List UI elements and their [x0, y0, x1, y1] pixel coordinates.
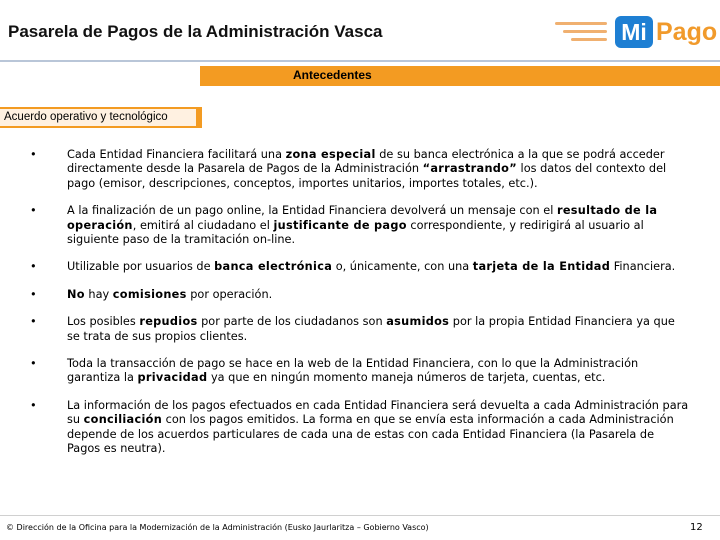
logo-speed-line: [563, 30, 607, 33]
bullet-text: por parte de los ciudadanos son: [197, 315, 387, 329]
bullet-text: Los posibles: [67, 315, 140, 329]
footer-copyright: © Dirección de la Oficina para la Modernización de la Administración (Eusko Jaurlaritza – Gobierno Vasco): [6, 523, 429, 532]
bullet-text: La información de los pagos efectuados en cada Entidad Financiera será devuelta a cada Administración para su: [67, 398, 689, 427]
page-title: Pasarela de Pagos de la Administración Vasca: [8, 22, 383, 41]
bullet-emphasis: resultado de la operación: [67, 204, 658, 232]
bullet-text: por la propia Entidad Financiera ya que se trata de sus propios clientes.: [67, 315, 675, 343]
bullet-text: los datos del contexto del pago (emisor, descripciones, conceptos, importes unitarios, importes totales, etc.).: [67, 162, 667, 190]
slide-header: [0, 0, 720, 62]
bullet-dot: •: [30, 315, 37, 329]
bullet-text: correspondiente, y redirigirá al usuario al siguiente paso de la tramitación on-line.: [67, 218, 644, 247]
bullet-text: A la finalización de un pago online, la Entidad Financiera devolverá un mensaje con el: [67, 204, 557, 218]
bullet-item: [30, 148, 690, 191]
bullet-item: [30, 315, 690, 344]
logo-speed-line: [555, 22, 607, 25]
bullet-text: Toda la transacción de pago se hace en la web de la Entidad Financiera, con lo que la Administración garantiza la: [67, 357, 639, 385]
bullet-item: [30, 204, 690, 247]
bullet-dot: •: [30, 204, 37, 218]
bullet-emphasis: justificante de pago: [273, 218, 407, 232]
bullet-item: [30, 288, 690, 302]
logo-mi: Mi: [615, 16, 653, 48]
footer-divider: [0, 515, 720, 516]
bullet-text: o, únicamente, con una: [332, 260, 473, 274]
bullet-item: [30, 260, 690, 274]
bullet-text: Cada Entidad Financiera facilitará una: [67, 148, 286, 161]
bullet-emphasis: banca electrónica: [214, 260, 333, 274]
bullet-text: de su banca electrónica a la que se podrá acceder directamente desde la Pasarela de Pagos de la Administración: [67, 148, 665, 176]
section-title: Antecedentes: [293, 68, 372, 82]
section-title-bar: [200, 66, 720, 86]
bullet-emphasis: asumidos: [386, 315, 450, 329]
bullet-dot: •: [30, 398, 37, 412]
bullet-item: [30, 399, 690, 457]
bullet-text: Utilizable por usuarios de: [67, 260, 215, 274]
subsection-title-bar: [0, 107, 202, 128]
bullet-text: , emitirá al ciudadano el: [132, 218, 274, 232]
bullet-emphasis: zona especial: [285, 148, 376, 161]
subsection-title: Acuerdo operativo y tecnológico: [0, 109, 196, 126]
bullet-emphasis: comisiones: [112, 287, 187, 301]
bullet-text: Financiera.: [610, 260, 676, 274]
bullet-emphasis: conciliación: [83, 413, 163, 427]
bullet-emphasis: No: [67, 287, 85, 301]
bullet-text: hay: [84, 287, 113, 301]
bullet-emphasis: repudios: [139, 315, 198, 329]
bullet-item: [30, 357, 690, 386]
bullet-text: por operación.: [186, 287, 273, 301]
page-number: 12: [690, 522, 703, 533]
bullet-dot: •: [30, 287, 37, 301]
bullet-text: ya que en ningún momento maneja números de tarjeta, cuentas, etc.: [207, 371, 606, 385]
bullet-list: [30, 148, 690, 470]
logo-speed-line: [571, 38, 607, 41]
bullet-emphasis: “arrastrando”: [422, 162, 517, 176]
mi-pago-logo: [555, 14, 718, 52]
bullet-dot: •: [30, 260, 37, 274]
logo-pago: Pago: [656, 18, 718, 46]
bullet-text: con los pagos emitidos. La forma en que se envía esta información a cada Administración depende de los acuerdos particulares de cada una de estas con cada Entidad Financiera (la Pasarela de Pagos es neutra).: [67, 413, 674, 456]
bullet-emphasis: tarjeta de la Entidad: [472, 260, 611, 274]
bullet-emphasis: privacidad: [137, 371, 208, 385]
bullet-dot: •: [30, 148, 37, 161]
header-divider: [0, 60, 720, 62]
bullet-dot: •: [30, 357, 37, 371]
